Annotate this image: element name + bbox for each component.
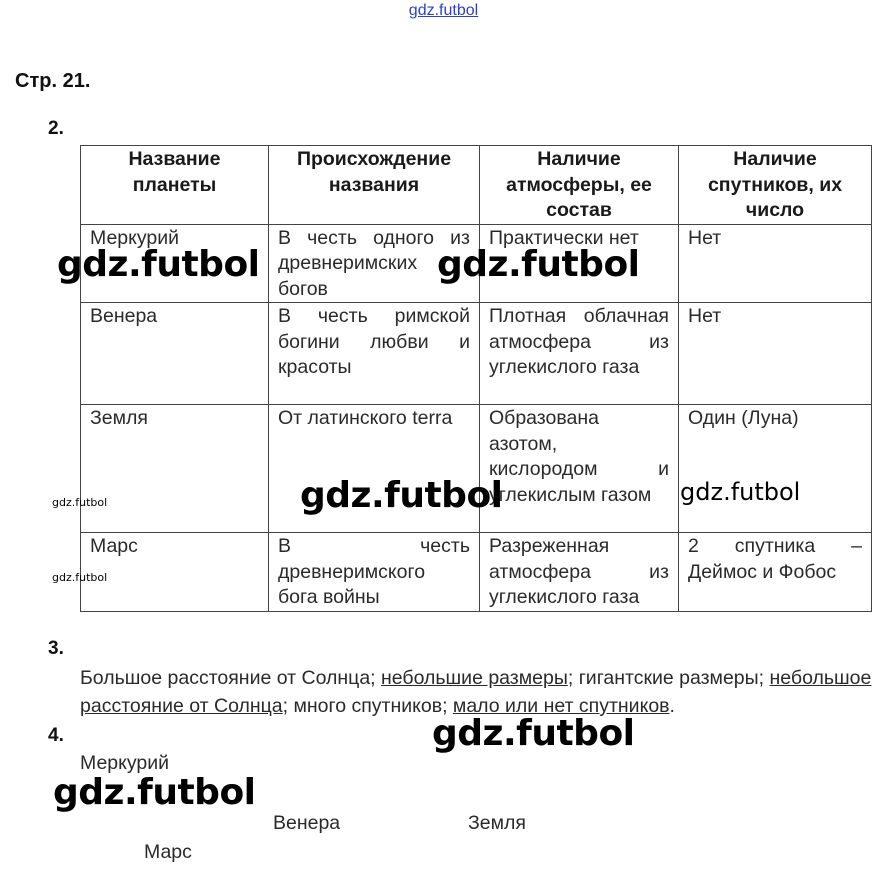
cell-planet: Земля <box>81 405 269 533</box>
watermark: gdz.futbol <box>300 475 503 516</box>
cell-origin: В честь древнеримского бога войны <box>269 533 480 612</box>
header-name-origin: Происхождение названия <box>269 146 480 225</box>
watermark: gdz.futbol <box>52 571 108 584</box>
watermark: gdz.futbol <box>53 772 256 813</box>
cell-atmosphere: Плотная облачная атмосфера из углекислого газа <box>480 303 679 405</box>
cell-origin: В честь римской богини любви и красоты <box>269 303 480 405</box>
task-3-number: 3. <box>48 638 64 659</box>
task-2-number: 2. <box>48 118 64 139</box>
task-3-text: ; гигантские размеры; <box>567 667 770 689</box>
cell-satellites: Один (Луна) <box>679 405 872 533</box>
header-planet-name: Название планеты <box>81 146 269 225</box>
label-venus: Венера <box>273 812 341 834</box>
cell-origin: От латинского terra <box>269 405 480 533</box>
task-4-number: 4. <box>48 725 64 746</box>
cell-planet: Меркурий <box>81 224 269 303</box>
table-row <box>81 533 872 612</box>
cell-satellites: Нет <box>679 303 872 405</box>
cell-atmosphere: Образована азотом, кислородом и углекислым газом <box>480 405 679 533</box>
task-3-text: Большое расстояние от Солнца <box>80 667 371 689</box>
watermark: gdz.futbol <box>437 244 640 285</box>
task-3-text: ; много спутников; <box>282 695 453 717</box>
cell-planet: Венера <box>81 303 269 405</box>
header-satellites: Наличие спутников, их число <box>679 146 872 225</box>
task-3-underlined: небольшое расстояние от Солнца <box>80 667 872 717</box>
label-earth: Земля <box>468 812 526 834</box>
watermark: gdz.futbol <box>57 244 260 285</box>
cell-satellites: 2 спутника – Деймос и Фобос <box>679 533 872 612</box>
label-mars: Марс <box>144 841 192 863</box>
table-header-row <box>81 146 872 225</box>
cell-atmosphere: Разреженная атмосфера из углекислого газа <box>480 533 679 612</box>
cell-planet: Марс <box>81 533 269 612</box>
cell-satellites: Нет <box>679 224 872 303</box>
label-mercury: Меркурий <box>80 752 170 774</box>
page-reference: Стр. 21. <box>15 70 91 92</box>
task-3-text: . <box>669 695 675 717</box>
watermark: gdz.futbol <box>680 478 801 506</box>
task-3-text: ; <box>370 667 382 689</box>
top-watermark: gdz.futbol <box>408 2 479 19</box>
task-3-underlined: небольшие размеры <box>381 667 568 689</box>
planets-table <box>80 145 872 612</box>
table-row <box>81 303 872 405</box>
watermark: gdz.futbol <box>432 713 635 754</box>
cell-origin: В честь одного из древнеримских богов <box>269 224 480 303</box>
cell-atmosphere: Практически нет <box>480 224 679 303</box>
task-3-underlined: мало или нет спутников <box>452 695 670 717</box>
task-3-answer <box>80 664 875 720</box>
header-atmosphere: Наличие атмосферы, ее состав <box>480 146 679 225</box>
watermark: gdz.futbol <box>52 496 108 509</box>
